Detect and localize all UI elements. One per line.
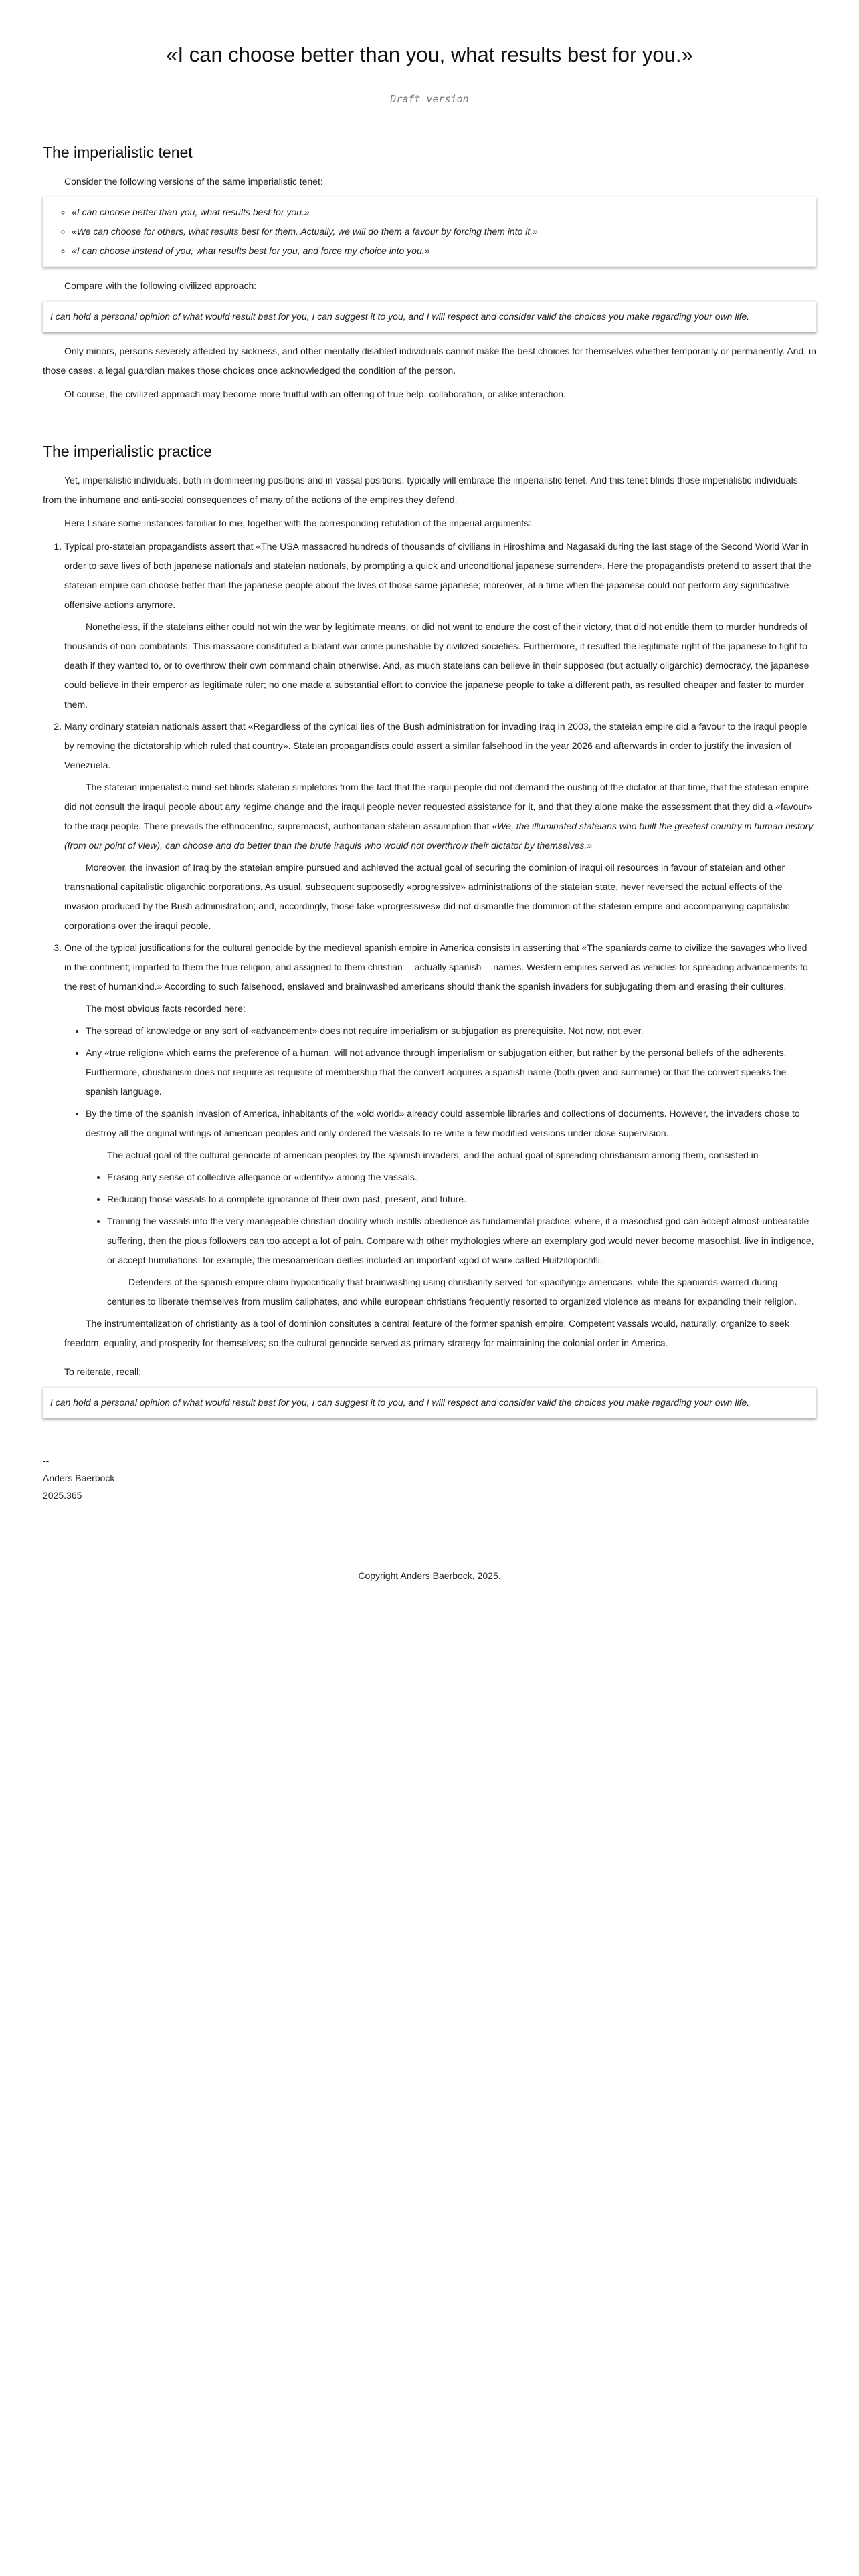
paragraph: Here I share some instances familiar to me, together with the corresponding refutation of the imperial arguments: xyxy=(64,518,532,528)
item-text: One of the typical justifications for the cultural genocide by the medieval spanish empire in America consists in asserting that «The spaniards came to civilize the savages who lived in the continent; imparted to them the true religion, and assigned to them christian —actually spanish— names. Western empires served as vehicles for spreading advancements to the rest of humankind.» According to such falsehood, enslaved and brainwashed americans should thank the spanish invaders for subjugating them and erasing their cultures. xyxy=(64,942,808,992)
list-item xyxy=(86,1104,816,1311)
item-text: By the time of the spanish invasion of America, inhabitants of the «old world» already could assemble libraries and collections of documents. However, the invaders chose to destroy all the original writings of american peoples and only ordered the vassals to re-write a few modified versions under close supervision. xyxy=(86,1108,800,1138)
author-name: Anders Baerbock xyxy=(43,1473,115,1483)
paragraph: Only minors, persons severely affected by sickness, and other mentally disabled individuals cannot make the best choices for themselves whether temporarily or permanently. And, in those cases, a legal guardian makes those choices once acknowledged the condition of the person. xyxy=(43,346,816,376)
paragraph: Defenders of the spanish empire claim hypocritically that brainwashing using christianity served for «pacifying» americans, while the spaniards warred during centuries to liberate themselves from muslim caliphates, and while european christians frequently resorted to organized violence as means for expanding their religion. xyxy=(107,1277,797,1307)
list-item xyxy=(64,537,816,714)
facts-list xyxy=(64,1021,816,1311)
paragraph: Yet, imperialistic individuals, both in domineering positions and in vassal positions, typically will embrace the imperialistic tenet. And this tenet blinds those imperialistic individuals from the inhumane and anti-social consequences of many of the actions of the empires they defend. xyxy=(43,475,798,505)
civilized-approach-box: I can hold a personal opinion of what would result best for you, I can suggest it to you, and I will respect and consider valid the choices you make regarding your own life. xyxy=(43,301,816,332)
list-item xyxy=(64,938,816,1353)
paragraph: To reiterate, recall: xyxy=(64,1366,142,1377)
section-heading-tenet: The imperialistic tenet xyxy=(43,144,193,161)
list-item: ◦ «I can choose instead of you, what results best for you, and force my choice into you.» xyxy=(72,241,809,261)
paragraph-text: The stateian imperialistic mind-set blinds stateian simpletons from the fact that the iraqui people did not demand the ousting of the dictator at that time, that the stateian empire did not consult the iraqui people about any regime change and the iraqui people never requested assistance for it, and that they alone make the assessment that they did a «favour» to the iraqi people. There prevails the ethnocentric, supremacist, authoritarian stateian assumption that xyxy=(64,782,812,831)
list-item: • Erasing any sense of collective allegiance or «identity» among the vassals. xyxy=(107,1168,816,1187)
quote: «We, the illuminated stateians who built the greatest country in human history (from our point of view), can choose and do better than the brute iraquis who would not overthrow their dictator by themselves.» xyxy=(64,821,814,851)
paragraph: Compare with the following civilized approach: xyxy=(64,280,257,291)
item-text: Typical pro-stateian propagandists assert that «The USA massacred hundreds of thousands of civilians in Hiroshima and Nagasaki during the last stage of the Second World War in order to save lives of both japanese nationals and stateian nationals, by prompting a quick and unconditional japanese surrender». Here the propagandists pretend to assert that the stateian empire can choose better than the japanese people about the lives of those same japanese; moreover, at a time when the japanese could not perform any significative offensive actions anymore. xyxy=(64,541,812,610)
paragraph: The instrumentalization of christianty as a tool of dominion consitutes a central feature of the former spanish empire. Competent vassals would, naturally, organize to seek freedom, equality, and prosperity for themselves; so the cultural genocide served as primary strategy for maintaining the colonial order in America. xyxy=(64,1318,789,1348)
page-title: «I can choose better than you, what results best for you.» xyxy=(166,43,693,66)
draft-label: Draft version xyxy=(390,93,469,105)
signature xyxy=(43,1452,816,1504)
tenet-versions-box xyxy=(43,197,816,267)
list-item xyxy=(107,1212,816,1311)
paragraph: Consider the following versions of the same imperialistic tenet: xyxy=(64,176,323,187)
list-item: ◦ «We can choose for others, what results best for them. Actually, we will do them a favour by forcing them into it.» xyxy=(72,222,809,241)
list-item: ◦ «I can choose better than you, what results best for you.» xyxy=(72,203,809,222)
goals-list xyxy=(86,1168,816,1311)
list-item: • Reducing those vassals to a complete ignorance of their own past, present, and future. xyxy=(107,1190,816,1209)
civilized-approach-box: I can hold a personal opinion of what would result best for you, I can suggest it to you, and I will respect and consider valid the choices you make regarding your own life. xyxy=(43,1387,816,1418)
list-item xyxy=(64,717,816,936)
section-heading-practice: The imperialistic practice xyxy=(43,443,213,460)
signature-dashes: -- xyxy=(43,1455,50,1466)
paragraph: Nonetheless, if the stateians either could not win the war by legitimate means, or did not want to endure the cost of their victory, that did not entitle them to murder hundreds of thousands of non-combatants. This massacre constituted a blatant war crime punishable by civilized societies. Furthermore, it resulted the legitimate right of the japanese to fight to death if they wanted to, or to overthrow their own command chain otherwise. And, as much stateians can believe in their supposed (but actually oligarchic) democracy, the japanese could believe in their emperor as legitimate ruler; no one made a substantial effort to convice the japanese people to take a different path, as resulted cheaper and faster to murder them. xyxy=(64,621,809,710)
paragraph: Of course, the civilized approach may become more fruitful with an offering of true help, collaboration, or alike interaction. xyxy=(64,389,566,399)
paragraph: The actual goal of the cultural genocide of american peoples by the spanish invaders, and the actual goal of spreading christianism among them, consisted in— xyxy=(107,1150,768,1160)
list-item: • Any «true religion» which earns the preference of a human, will not advance through imperialism or subjugation either, but rather by the personal beliefs of the adherents. Furthermore, christianism does not require as requisite of membership that the convert acquires a spanish name (both given and surname) or that the convert speaks the spanish language. xyxy=(86,1043,816,1101)
instances-list xyxy=(43,537,816,1353)
item-text: Many ordinary stateian nationals assert that «Regardless of the cynical lies of the Bush administration for invading Iraq in 2003, the stateian empire did a favour to the iraqui people by removing the dictatorship which ruled that country». Stateian propagandists could assert a similar falsehood in the year 2026 and afterwards in order to justify the invasion of Venezuela. xyxy=(64,721,807,770)
item-text: Training the vassals into the very-manageable christian docility which instills obedience as fundamental practice; where, if a masochist god can accept almost-unbearable suffering, then the pious followers can too accept a lot of pain. Compare with other mythologies where an exemplary god would never become masochist, live in indigence, or accept humiliations; for example, the mesoamerican deities included an important «god of war» called Huitzilopochtli. xyxy=(107,1216,814,1265)
paragraph: Moreover, the invasion of Iraq by the stateian empire pursued and achieved the actual goal of securing the dominion of iraqui oil resources in favour of stateian and other transnational capitalistic oligarchic corporations. As usual, subsequent supposedly «progressive» administrations of the stateian state, never reversed the actual effects of the invasion produced by the Bush administration; and, accordingly, those fake «progressives» did not dismantle the dominion of the stateian empire and accompanying capitalistic corporations over the iraqui people. xyxy=(64,862,790,931)
paragraph: The most obvious facts recorded here: xyxy=(86,1003,246,1014)
date: 2025.365 xyxy=(43,1490,82,1501)
copyright-footer: Copyright Anders Baerbock, 2025. xyxy=(358,1570,501,1581)
paragraph xyxy=(64,778,816,855)
list-item: • The spread of knowledge or any sort of «advancement» does not require imperialism or subjugation as prerequisite. Not now, not ever. xyxy=(86,1021,816,1041)
